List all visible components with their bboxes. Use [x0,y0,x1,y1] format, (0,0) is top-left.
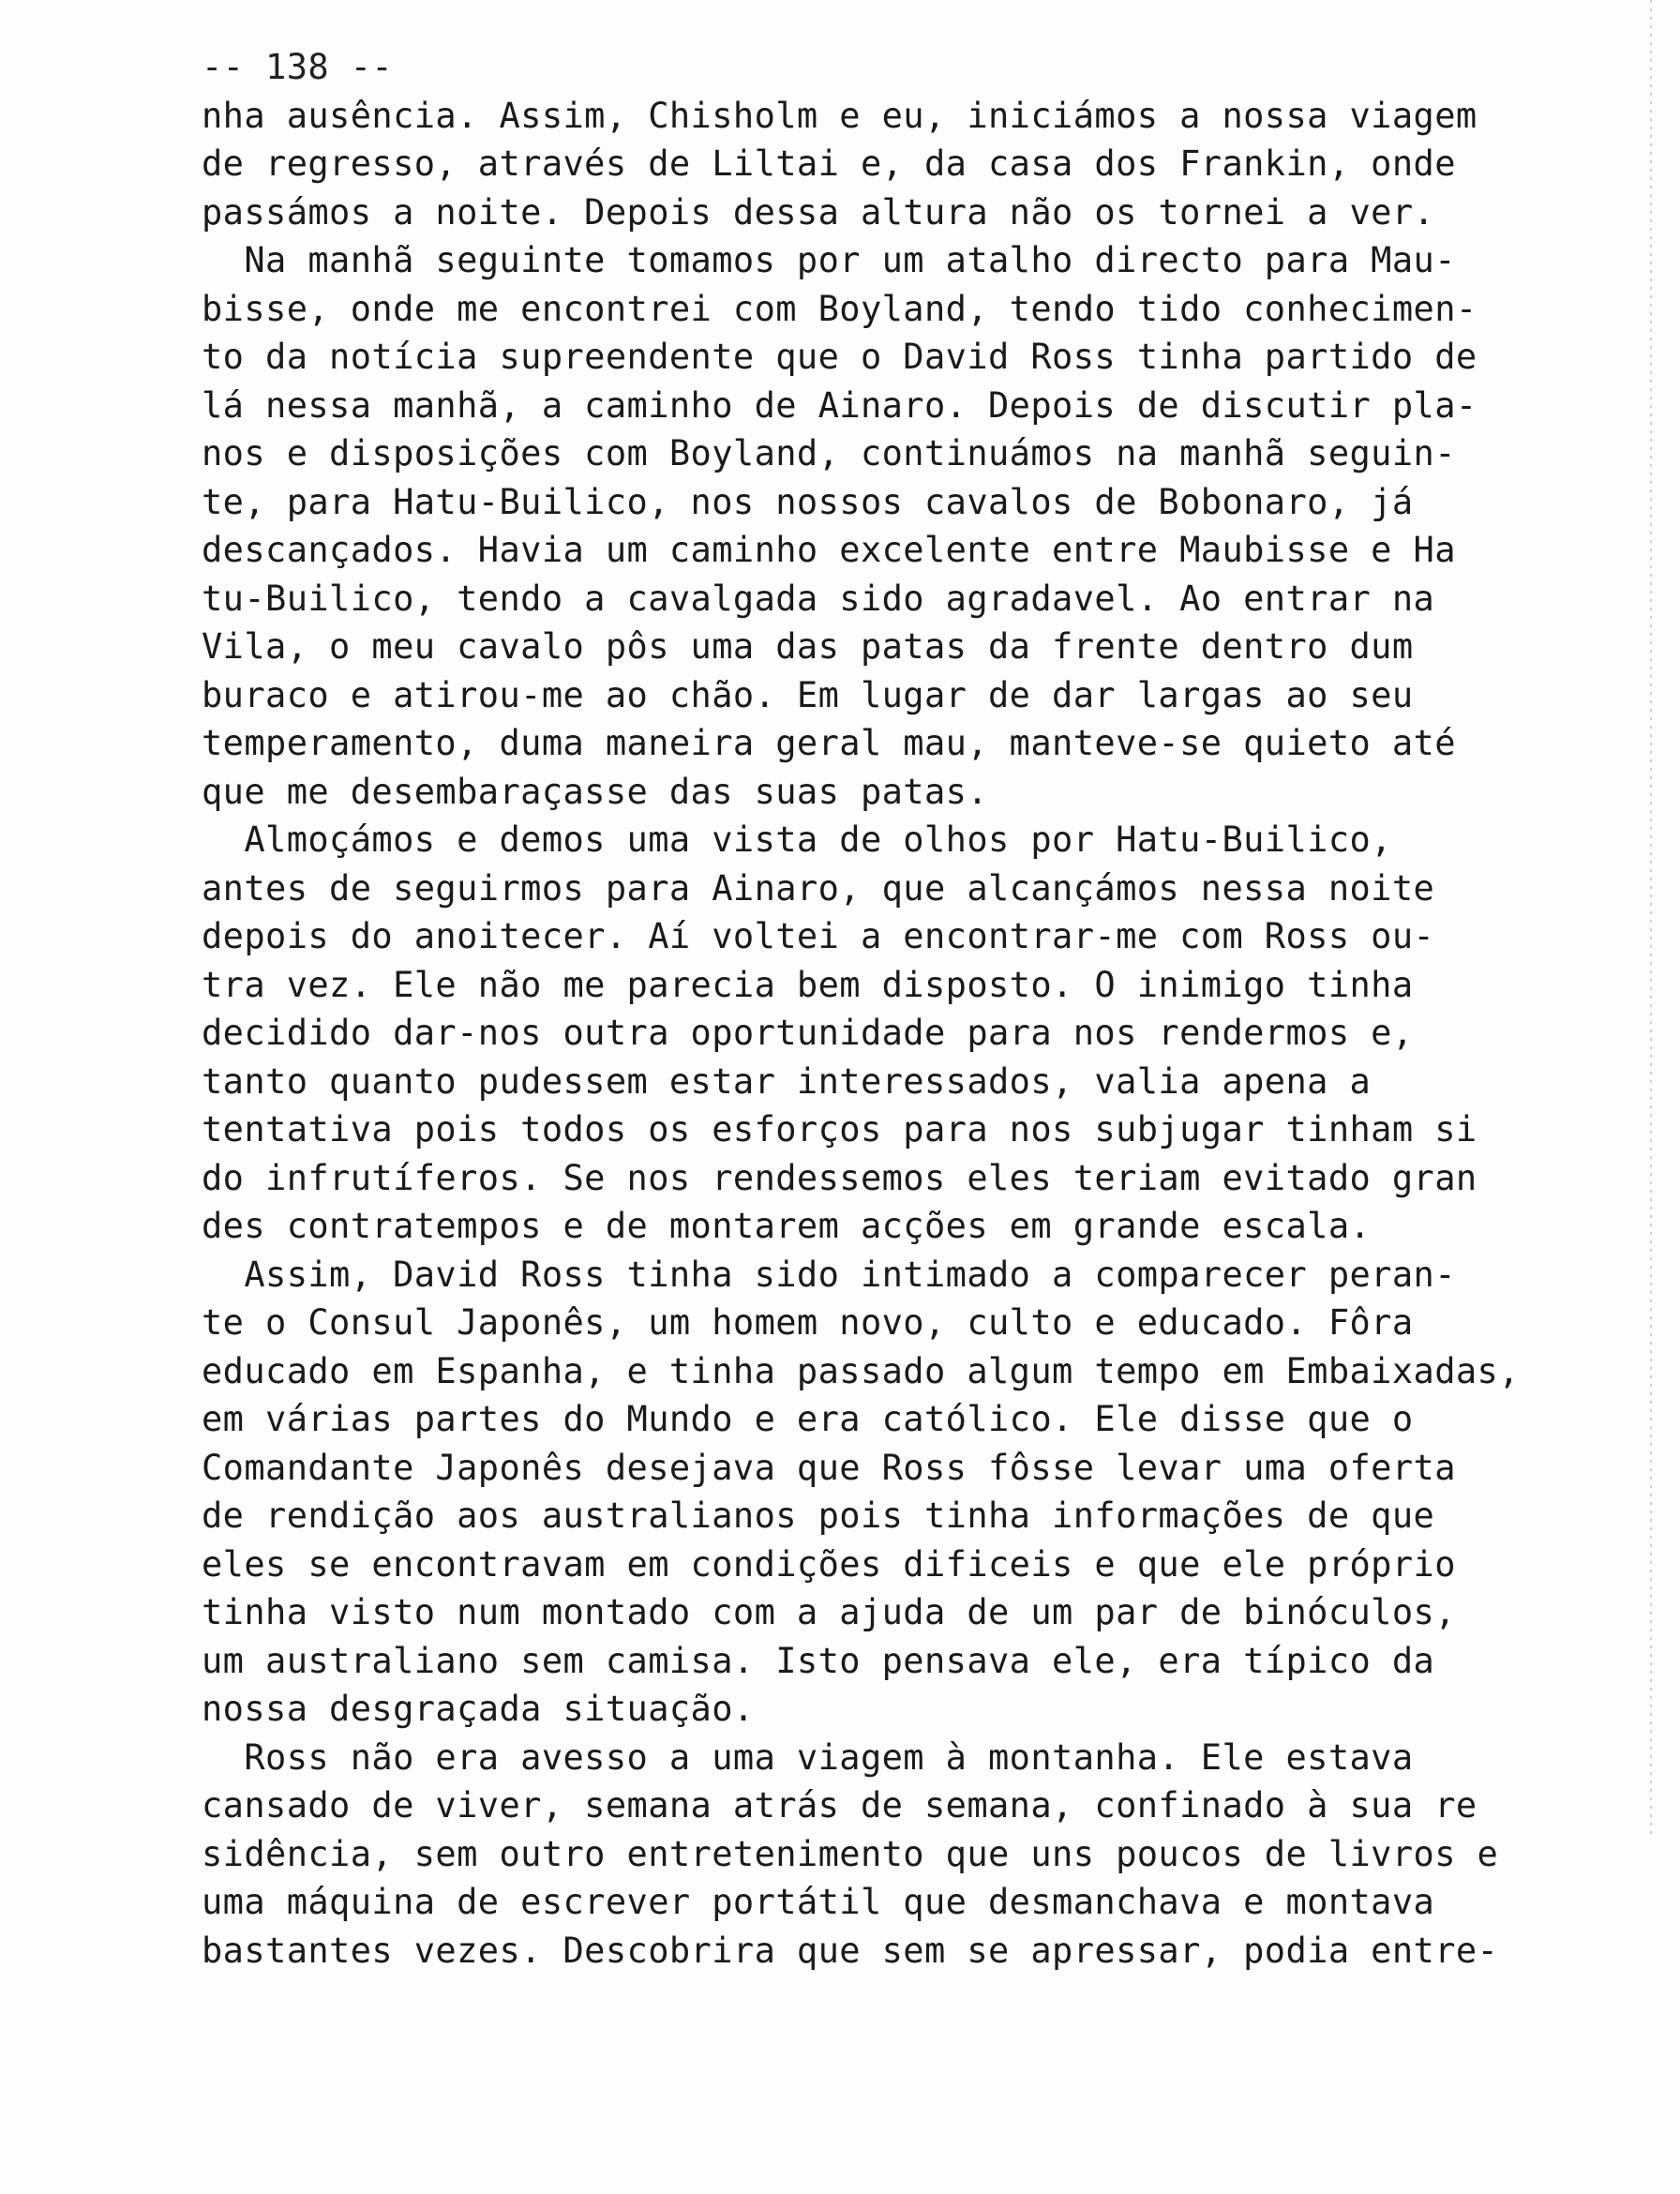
text-line: nha ausência. Assim, Chisholm e eu, iniciámos a nossa viagem [202,95,1478,136]
text-line: to da notícia supreendente que o David Ross tinha partido de [202,337,1478,377]
text-line: Comandante Japonês desejava que Ross fôsse levar uma oferta [202,1447,1456,1488]
text-line: educado em Espanha, e tinha passado algum tempo em Embaixadas, [202,1350,1520,1391]
text-line: do infrutíferos. Se nos rendessemos eles teriam evitado gran [202,1157,1478,1198]
text-line: nos e disposições com Boyland, continuámos na manhã seguin- [202,433,1456,473]
text-line: bastantes vezes. Descobrira que sem se apressar, podia entre- [202,1930,1499,1971]
text-line: tinha visto num montado com a ajuda de um par de binóculos, [202,1592,1456,1632]
text-line: te o Consul Japonês, um homem novo, culto e educado. Fôra [202,1302,1414,1343]
text-line: tentativa pois todos os esforços para nos subjugar tinham si [202,1109,1478,1150]
text-line: que me desembaraçasse das suas patas. [202,771,989,812]
text-line: tanto quanto pudessem estar interessados, valia apena a [202,1060,1372,1102]
text-line: uma máquina de escrever portátil que desmanchava e montava [202,1882,1435,1922]
text-line: depois do anoitecer. Aí voltei a encontrar-me com Ross ou- [202,916,1435,956]
text-line: Vila, o meu cavalo pôs uma das patas da frente dentro dum [202,626,1414,667]
text-line: buraco e atirou-me ao chão. Em lugar de dar largas ao seu [202,674,1414,715]
text-line: bisse, onde me encontrei com Boyland, tendo tido conhecimen- [202,288,1478,329]
text-line: Na manhã seguinte tomamos por um atalho directo para Mau- [202,240,1456,280]
text-line: descançados. Havia um caminho excelente entre Maubisse e Ha [202,530,1456,570]
text-line: Ross não era avesso a uma viagem à montanha. Ele estava [202,1736,1414,1778]
text-line: cansado de viver, semana atrás de semana, confinado à sua re [202,1785,1478,1826]
text-line: tra vez. Ele não me parecia bem disposto. O inimigo tinha [202,964,1414,1005]
text-line: de regresso, através de Liltai e, da casa dos Frankin, onde [202,143,1456,184]
text-line: Assim, David Ross tinha sido intimado a comparecer peran- [202,1254,1456,1295]
text-line: des contratempos e de montarem acções em grande escala. [202,1206,1372,1246]
text-line: Almoçámos e demos uma vista de olhos por Hatu-Builico, [202,819,1392,860]
text-line: sidência, sem outro entretenimento que uns poucos de livros e [202,1833,1499,1874]
text-line: em várias partes do Mundo e era católico. Ele disse que o [202,1399,1414,1439]
text-line: de rendição aos australianos pois tinha informações de que [202,1495,1435,1536]
text-line: passámos a noite. Depois dessa altura não os tornei a ver. [202,191,1435,233]
page-number: -- 138 -- [202,47,394,87]
text-line: tu-Builico, tendo a cavalgada sido agradavel. Ao entrar na [202,578,1435,619]
text-line: um australiano sem camisa. Isto pensava ele, era típico da [202,1640,1435,1681]
text-line: decidido dar-nos outra oportunidade para nos rendermos e, [202,1013,1414,1053]
page-text-block [202,43,1627,1975]
text-line: temperamento, duma maneira geral mau, manteve-se quieto até [202,723,1456,763]
text-line: antes de seguirmos para Ainaro, que alcançámos nessa noite [202,867,1435,909]
text-line: nossa desgraçada situação. [202,1689,755,1729]
text-line: te, para Hatu-Builico, nos nossos cavalos de Bobonaro, já [202,481,1414,522]
text-line: eles se encontravam em condições dificeis e que ele próprio [202,1543,1456,1585]
text-line: lá nessa manhã, a caminho de Ainaro. Depois de discutir pla- [202,384,1478,426]
page-edge-mark [1650,0,1652,1838]
